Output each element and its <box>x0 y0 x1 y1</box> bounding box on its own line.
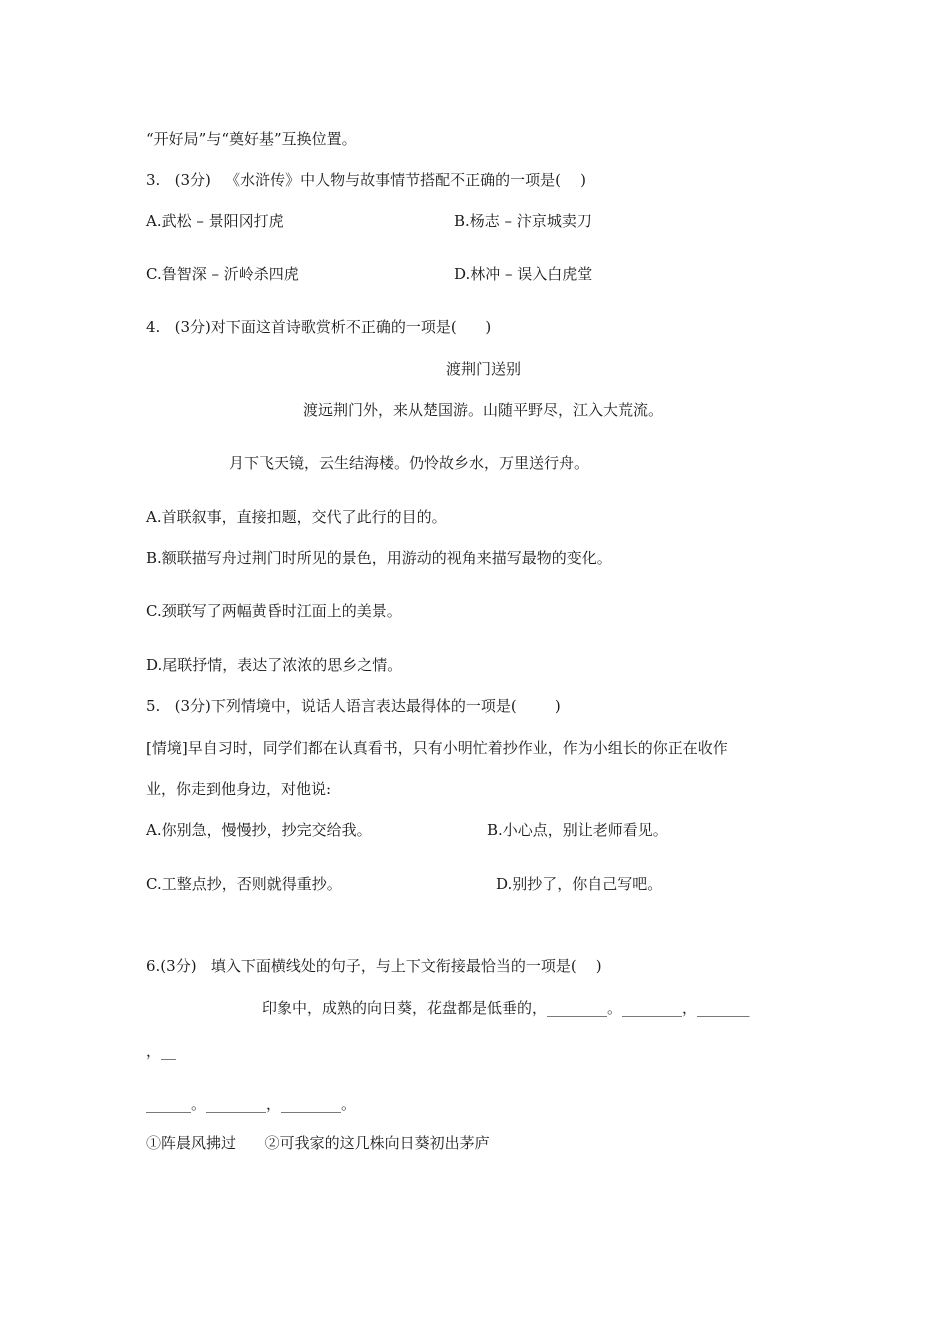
question-4-option-a: A.首联叙事，直接扣题，交代了此行的目的。 <box>146 508 447 526</box>
question-3-stem: 3. (3分) 《水浒传》中人物与故事情节搭配不正确的一项是( ) <box>146 171 586 189</box>
question-4-option-b: B.额联描写舟过荆门时所见的景色，用游动的视角来描写最物的变化。 <box>146 549 612 567</box>
question-5-option-c: C.工整点抄，否则就得重抄。 <box>146 875 342 893</box>
question-3-option-a: A.武松 – 景阳冈打虎 <box>146 212 284 230</box>
question-4-option-d: D.尾联抒情，表达了浓浓的思乡之情。 <box>146 656 403 674</box>
text-line: “开好局”与“奠好基”互换位置。 <box>146 130 357 148</box>
question-6-stem: 6.(3分) 填入下面横线处的句子，与上下文衔接最恰当的一项是( ) <box>146 957 602 975</box>
question-3-option-b: B.杨志 – 汴京城卖刀 <box>454 212 592 230</box>
question-5-option-b: B.小心点，别让老师看见。 <box>487 821 668 839</box>
question-6-context-line-2: ，__ <box>146 1042 177 1060</box>
question-6-options: ①阵晨风拂过 ②可我家的这几株向日葵初出茅庐 <box>146 1134 490 1152</box>
question-3-option-d: D.林冲 – 误入白虎堂 <box>454 265 593 283</box>
question-4-option-c: C.颈联写了两幅黄昏时江面上的美景。 <box>146 602 402 620</box>
poem-line-2: 月下飞天镜，云生结海楼。仍怜故乡水，万里送行舟。 <box>229 454 590 472</box>
question-5-context-line-2: 业，你走到他身边，对他说: <box>146 780 332 798</box>
poem-line-1: 渡远荆门外，来从楚国游。山随平野尽，江入大荒流。 <box>303 401 664 419</box>
question-6-context-line-1: 印象中，成熟的向日葵，花盘都是低垂的，________。________，_______ <box>262 999 750 1017</box>
question-3-option-c: C.鲁智深 – 沂岭杀四虎 <box>146 265 299 283</box>
poem-title: 渡荆门送别 <box>446 360 522 378</box>
question-4-stem: 4. (3分)对下面这首诗歌赏析不正确的一项是( ) <box>146 318 492 336</box>
question-5-option-d: D.别抄了，你自己写吧。 <box>496 875 663 893</box>
question-5-stem: 5. (3分)下列情境中，说话人语言表达最得体的一项是( ) <box>146 697 561 715</box>
question-5-context-line-1: [情境]早自习时，同学们都在认真看书，只有小明忙着抄作业，作为小组长的你正在收作 <box>146 739 728 757</box>
question-6-context-line-3: ______。________，________。 <box>146 1095 357 1113</box>
question-5-option-a: A.你别急，慢慢抄，抄完交给我。 <box>146 821 372 839</box>
